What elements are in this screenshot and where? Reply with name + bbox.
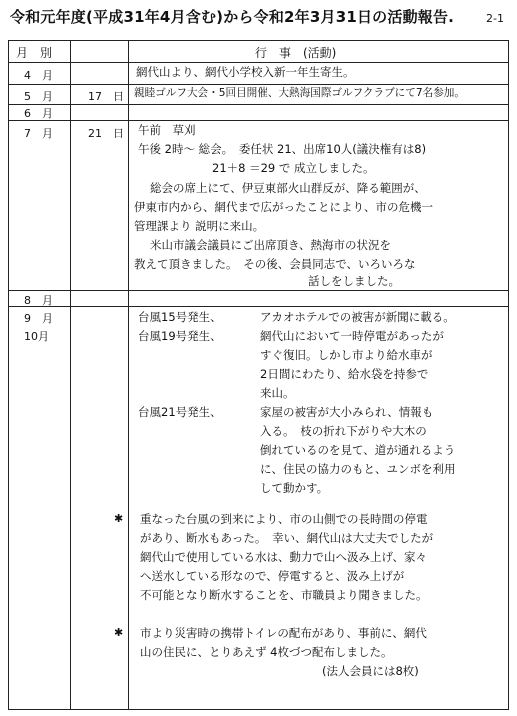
note-line: 重なった台風の到来により、市の山側での長時間の停電 [140,512,428,526]
typhoon-15-line: 網代山において一時停電があったが [260,329,444,343]
july-line: 米山市議会議員にご出席頂き、熱海市の状況を [150,238,392,252]
row-line-8 [8,306,509,307]
month-april: 4 月 [24,69,53,82]
july-line: 午後 2時～ 総会。 委任状 21、出席10人(議決権有は8) [138,142,427,156]
typhoon-21-line: 倒れているのを見て、道が通れるよう [260,443,456,457]
typhoon-15-line: 来山。 [260,386,295,400]
month-june: 6 月 [24,107,53,120]
month-july: 7 月 [24,127,53,140]
july-line: 教えて頂きました。 その後、会員同志で、いろいろな [134,257,416,271]
april-event: 網代山より、網代小学校入新一年生寄生。 [136,65,355,79]
typhoon-21-line: に、住民の協力のもと、ユンボを利用 [260,462,456,476]
typhoon-15-line: アカオホテルでの被害が新聞に載る。 [260,310,455,324]
typhoon-21-line: 家屋の被害が大小みられ、情報も [260,405,434,419]
note-line: へ送水している形なので、停電すると、汲み上げが [140,569,405,583]
typhoon-15-line: すぐ復旧。しかし市より給水車が [260,348,433,362]
row-line-7 [8,290,509,291]
asterisk-mark: ✱ [114,626,124,639]
month-may: 5 月 [24,90,53,103]
july-line: 総会の席上にて、伊豆東部火山群反が、降る範囲が、 [150,181,426,195]
note-line: 網代山で使用している水は、動力で山へ汲み上げ、家々 [140,550,428,564]
note-line: 市より災害時の携帯トイレの配布があり、事前に、網代 [140,626,427,640]
header-month: 月 別 [16,46,53,60]
july-line: 伊東市内から、網代まで広がったことにより、市の危機一 [134,200,433,214]
note-line: 山の住民に、とりあえず 4枚づつ配布しました。 [140,645,393,659]
note-line: 不可能となり断水することを、市職員より聞きました。 [140,588,428,602]
july-line: 話しをしました。 [308,274,400,288]
july-line: 管理課より 説明に来山。 [134,219,265,233]
typhoon-21-line: して動かす。 [260,481,329,495]
note-line: があり、断水もあった。 幸い、網代山は大丈夫でしたが [140,531,434,545]
note-line: (法人会員には8枚) [322,664,419,678]
row-line-5 [8,104,509,105]
july-day: 21 日 [88,127,124,140]
typhoon-21-line: 入る。 枝の折れ下がりや大木の [260,424,427,438]
header-event: 行 事 (活動) [255,46,337,60]
month-september: 9 月 [24,312,53,325]
col-divider-event [128,40,129,710]
typhoon-15-line: 2日間にわたり、給水袋を持参で [260,367,429,381]
col-divider-day [70,40,71,710]
month-august: 8 月 [24,294,53,307]
page-number: 2-1 [486,12,504,25]
asterisk-mark: ✱ [114,512,124,525]
typhoon-21-label: 台風21号発生、 [138,405,222,419]
july-line: 午前 草刈 [138,123,196,137]
july-line: 21＋8 ＝29 で 成立しました。 [212,161,375,175]
month-october: 10月 [24,330,49,343]
row-line-6 [8,120,509,121]
report-title: 令和元年度(平成31年4月含む)から令和2年3月31日の活動報告. [10,8,455,26]
may-day: 17 日 [88,90,124,103]
typhoon-15-label: 台風15号発生、 [138,310,222,324]
may-event: 親睦ゴルフ大会・5回目開催、大熱海国際ゴルフクラブにて7名参加。 [134,87,465,99]
typhoon-19-label: 台風19号発生、 [138,329,222,343]
